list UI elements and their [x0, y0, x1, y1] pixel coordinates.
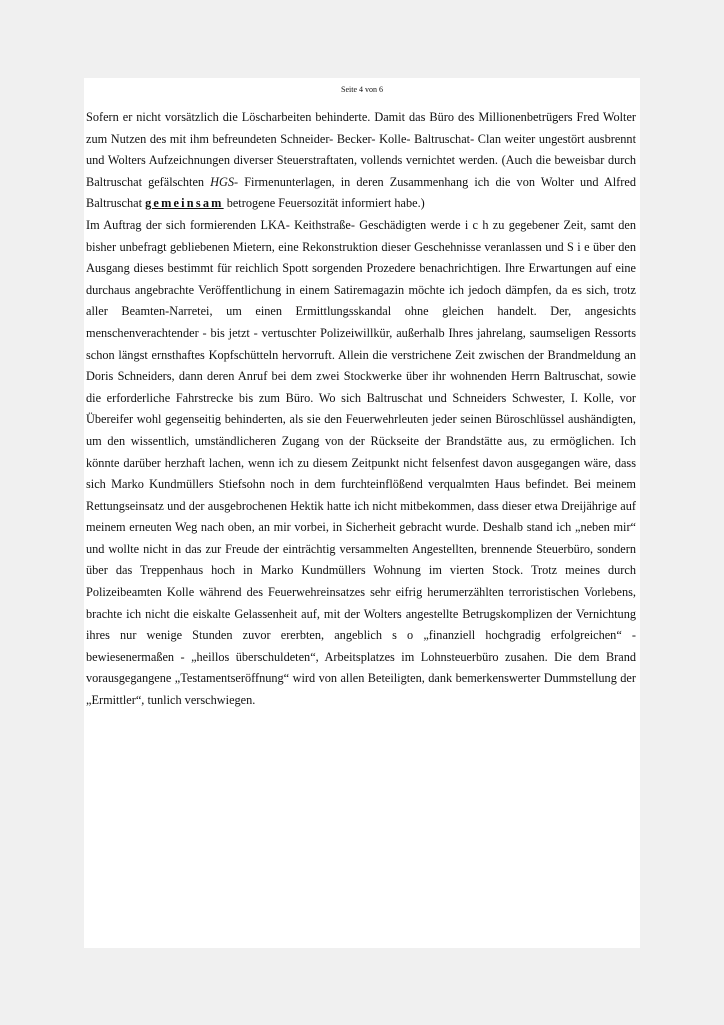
paragraph-1-text: Sofern er nicht vorsätzlich die Löscharbeiten behinderte. Damit das Büro des Millionenbetrügers Fred Wolter zum Nutzen des mit ihm befreundeten Schneider- Becker- Kolle- Baltruschat- Clan weiter ungestört ausbrennt und Wolters Aufzeichnungen diverser Steuerstraftaten, vollends vernichtet werden. (Auch die beweisbar durch Baltruschat gefälschten — [86, 110, 636, 189]
paragraph-1-end: betrogene Feuersozität informiert habe.) — [223, 196, 425, 211]
paragraph-1 — [86, 107, 636, 215]
paragraph-2: Im Auftrag der sich formierenden LKA- Keithstraße- Geschädigten werde i c h zu gegebener Zeit, samt den bisher unbefragt gebliebenen Mietern, eine Rekonstruktion dieser Geschehnisse veranlassen und S i e über den Ausgang dieses bestimmt für reichlich Spott sorgenden Prozedere benachrichtigen. Ihre Erwartungen auf eine durchaus angebrachte Veröffentlichung in einem Satiremagazin möchte ich jedoch dämpfen, da es sich, trotz aller Beamten-Narretei, um einen Ermittlungsskandal ohne gleichen handelt. Der, angesichts menschenverachtender - bis jetzt - vertuschter Polizeiwillkür, außerhalb Ihres jahrelang, saumseligen Ressorts schon längst ernsthaftes Kopfschütteln hervorruft. Allein die verstrichene Zeit zwischen der Brandmeldung an Doris Schneiders, dann deren Anruf bei dem zwei Stockwerke über ihr wohnenden Herrn Baltruschat, sowie die erforderliche Fahrstrecke bis zum Büro. Wo sich Baltruschat und Schneiders Schwester, I. Kolle, vor Übereifer wohl gegenseitig behinderten, als sie den Feuerwehrleuten jeder seinen Büroschlüssel aushändigten, um den wissentlich, umständlicheren Zugang von der Rückseite der Brandstätte aus, zu ermöglichen. Ich könnte darüber herzhaft lachen, wenn ich zu diesem Zeitpunkt nicht felsenfest davon ausgegangen wäre, dass sich Marko Kundmüllers Stiefsohn noch in dem furchteinflößend verqualmten Haus befindet. Bei meinem Rettungseinsatz und der ausgebrochenen Hektik hatte ich nicht mitbekommen, dass dieser etwa Dreijährige auf meinem erneuten Weg nach oben, an mir vorbei, in Sicherheit gebracht wurde. Deshalb stand ich „neben mir“ und wollte nicht in das zur Freude der einträchtig versammelten Angestellten, brennende Steuerbüro, sondern über das Treppenhaus hoch in Marko Kundmüllers Wohnung im vierten Stock. Trotz meines durch Polizeibeamten Kolle während des Feuerwehreinsatzes sehr eifrig herumerzählten terroristischen Vorlebens, brachte ich nicht die eiskalte Gelassenheit auf, mit der Wolters angestellte Betrugskomplizen der Vernichtung ihres nur wenige Stunden zuvor ererbten, angeblich s o „finanziell hochgradig erfolgreichen“ - bewiesenermaßen - „heillos überschuldeten“, Arbeitsplatzes im Lohnsteuerbüro zusahen. Die dem Brand vorausgegangene „Testamentseröffnung“ wird von allen Beteiligten, dank bemerkenswerter Dummstellung der „Ermittler“, tunlich verschwiegen. — [86, 217, 636, 708]
hgs-term: HGS- — [210, 174, 239, 189]
emphasis-gemeinsam: gemeinsam — [145, 196, 224, 211]
paragraph-1-middle: Firmenunterlagen, in deren Zusammenhang ich die von Wolter und Alfred Baltruschat — [86, 174, 636, 211]
document-page — [84, 78, 640, 948]
page-number: Seite 4 von 6 — [341, 85, 383, 94]
body-text — [86, 107, 636, 712]
